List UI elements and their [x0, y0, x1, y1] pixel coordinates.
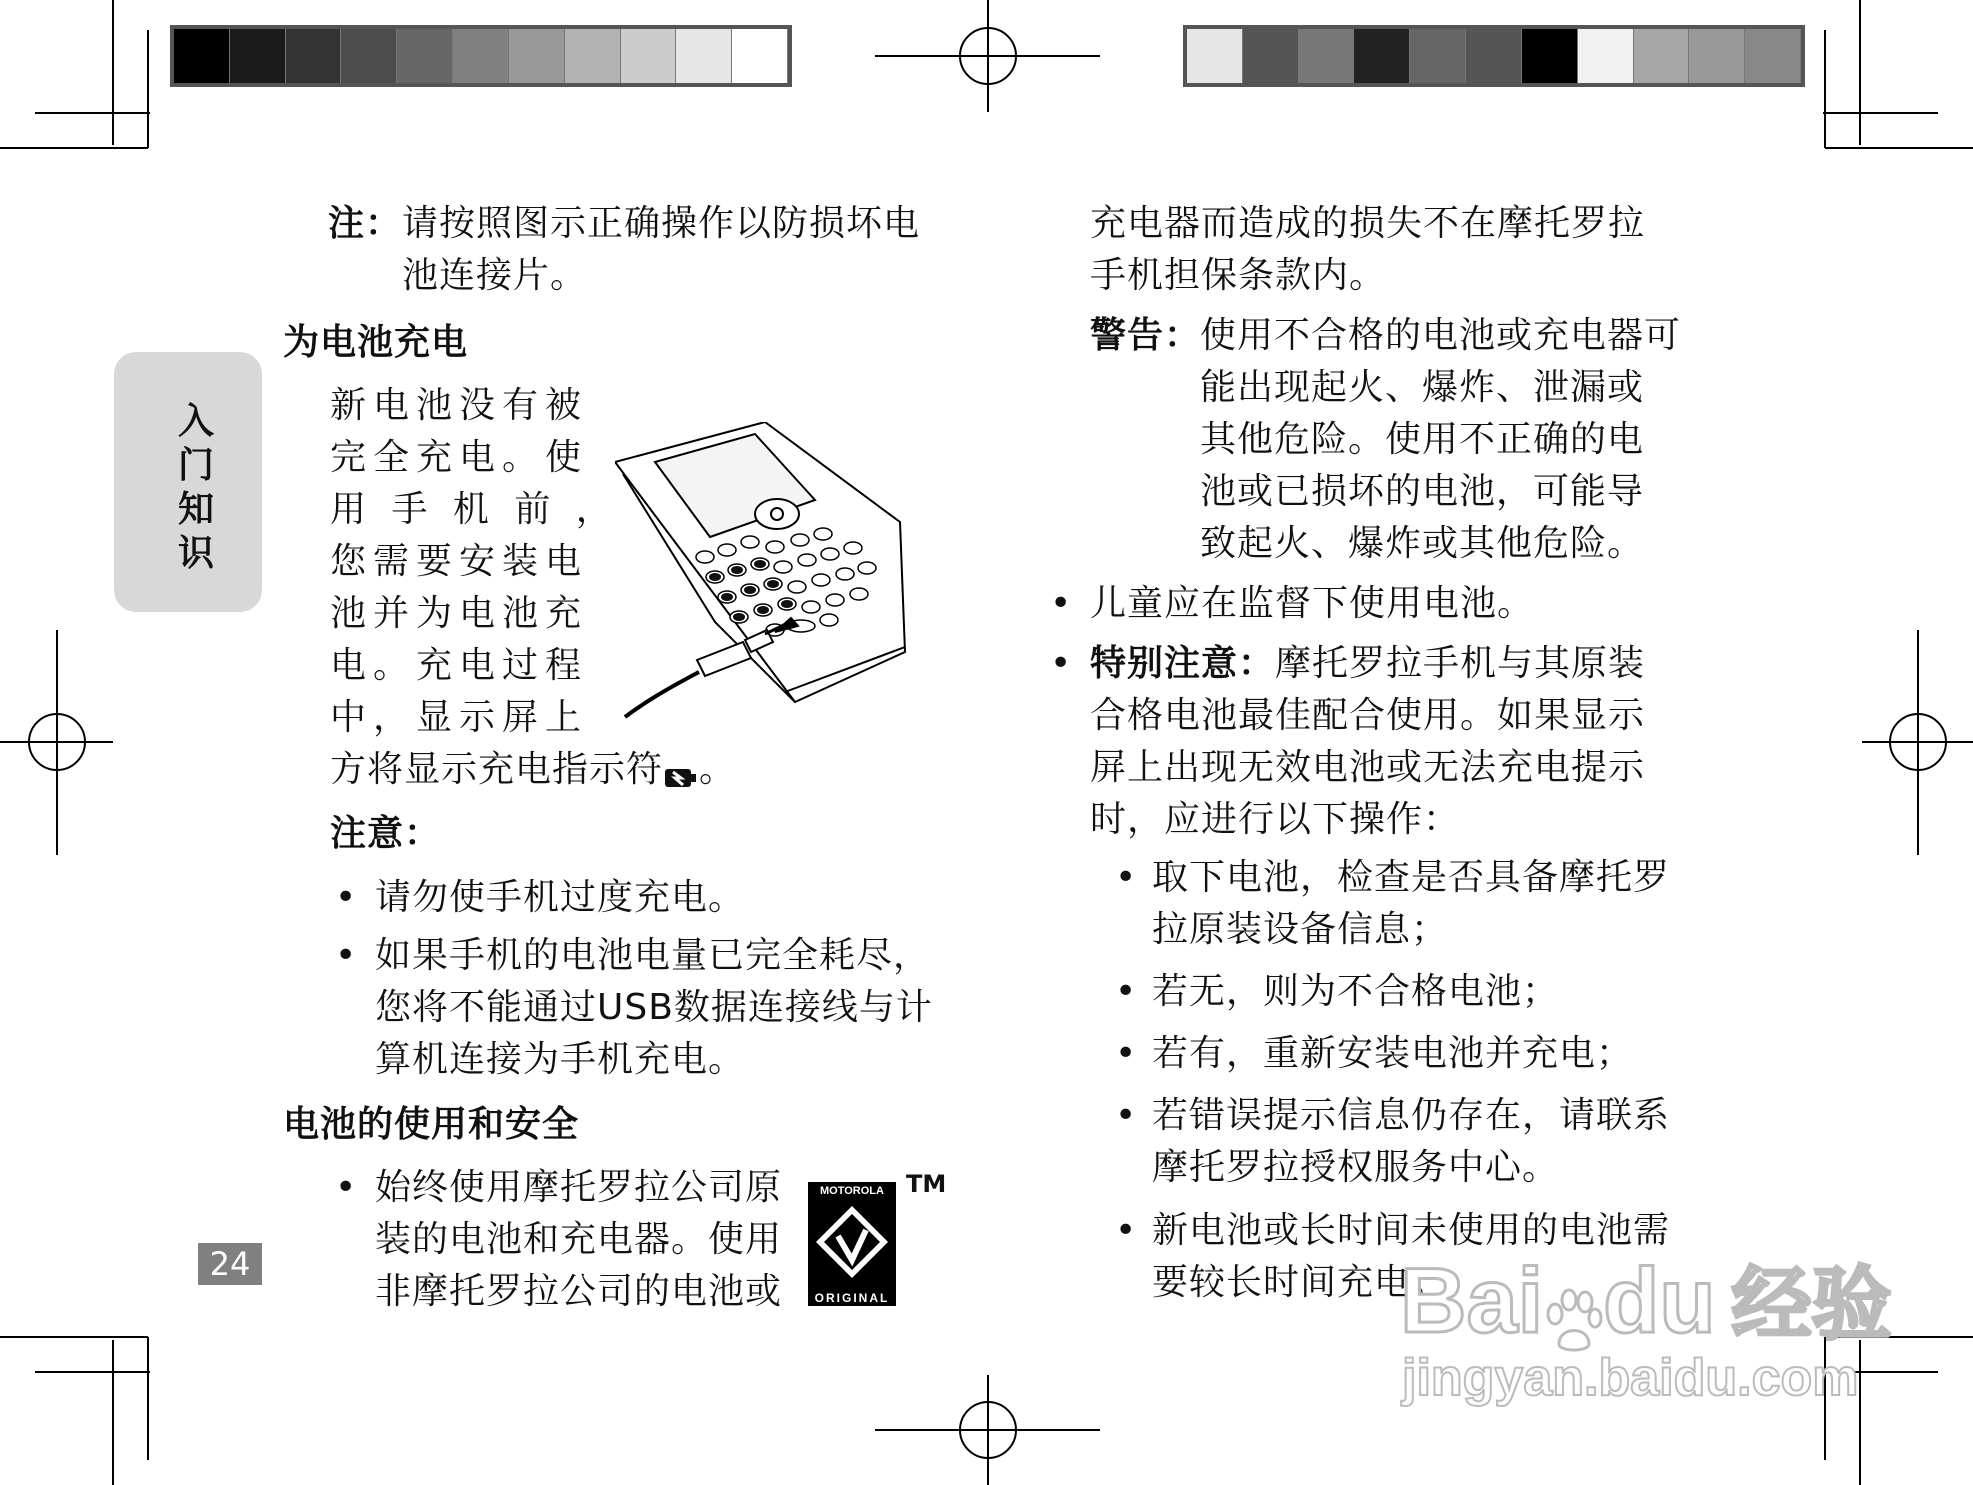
color-swatch — [676, 29, 732, 83]
side-tab-char: 门 — [177, 445, 214, 486]
heading-charge: 为电池充电 — [283, 321, 469, 363]
bullet: • — [1050, 583, 1072, 624]
color-swatch — [453, 29, 509, 83]
note-line-1: 请按照图示正确操作以防损坏电 — [402, 203, 921, 244]
child-item: 儿童应在监督下使用电池。 — [1090, 583, 1535, 624]
side-tab-char: 知 — [177, 489, 214, 530]
charging-indicator-icon — [663, 756, 699, 786]
sub-item-4-line: 若错误提示信息仍存在，请联系 — [1152, 1095, 1671, 1136]
color-swatch — [174, 29, 230, 83]
sub-item-1-line: 拉原装设备信息； — [1152, 909, 1449, 950]
bullet: • — [335, 935, 357, 976]
watermark-bai: Bai — [1400, 1250, 1544, 1352]
bullet: • — [1115, 857, 1137, 898]
charge-line: 电。充电过程 — [330, 645, 589, 686]
side-tab-chars — [176, 400, 216, 576]
color-swatch — [1299, 29, 1355, 83]
watermark-cn: 经验 — [1731, 1260, 1892, 1349]
sub-item-4 — [1152, 1090, 1670, 1194]
color-swatch — [565, 29, 621, 83]
warning-line: 其他危险。使用不正确的电 — [1200, 419, 1645, 460]
bullet: • — [1050, 643, 1072, 684]
color-swatch — [1578, 29, 1634, 83]
special-line: 合格电池最佳配合使用。如果显示 — [1090, 695, 1646, 736]
caution-item-2-line: 算机连接为手机充电。 — [375, 1039, 746, 1080]
caution-item-2 — [375, 930, 933, 1086]
color-swatch — [230, 29, 286, 83]
watermark-brand — [1400, 1240, 1892, 1355]
warning-line: 使用不合格的电池或充电器可 — [1200, 315, 1682, 356]
color-swatch — [1243, 29, 1299, 83]
safety-item-1 — [375, 1162, 782, 1318]
color-swatch — [621, 29, 677, 83]
special-note — [1090, 638, 1645, 846]
charge-line: 用 手 机 前 ， — [330, 489, 619, 530]
caution-item-1: 请勿使手机过度充电。 — [375, 877, 746, 918]
sub-item-1 — [1152, 852, 1670, 956]
color-swatch — [1466, 29, 1522, 83]
watermark-url: jingyan.baidu.com — [1402, 1349, 1859, 1407]
color-swatch — [1187, 29, 1243, 83]
color-swatch — [732, 29, 788, 83]
bullet: • — [335, 1167, 357, 1208]
logo-bottom-text: ORIGINAL — [814, 1291, 890, 1305]
charge-line-last — [330, 744, 736, 796]
warning-line: 池或已损坏的电池，可能导 — [1200, 471, 1645, 512]
safety-item-1-line: 始终使用摩托罗拉公司原 — [375, 1167, 783, 1208]
sub-item-5-line: 新电池或长时间未使用的电池需 — [1152, 1210, 1671, 1251]
sub-item-3: 若有，重新安装电池并充电； — [1152, 1033, 1634, 1074]
note-label: 注： — [328, 203, 403, 244]
continued-text — [1090, 198, 1645, 302]
color-swatch — [1522, 29, 1578, 83]
bullet: • — [1115, 971, 1137, 1012]
color-swatch — [1354, 29, 1410, 83]
color-swatch — [1745, 29, 1801, 83]
bullet: • — [1115, 1210, 1137, 1251]
charge-end: 。 — [699, 749, 737, 790]
sub-item-5-line: 要较长时间充电。 — [1152, 1262, 1449, 1303]
bullet: • — [1115, 1095, 1137, 1136]
charge-line: 您需要安装电 — [330, 541, 589, 582]
safety-item-1-line: 非摩托罗拉公司的电池或 — [375, 1271, 783, 1312]
continued-line: 充电器而造成的损失不在摩托罗拉 — [1090, 203, 1646, 244]
special-first: 摩托罗拉手机与其原装 — [1275, 643, 1646, 684]
side-tab-label — [176, 400, 216, 576]
heading-safety: 电池的使用和安全 — [283, 1103, 580, 1145]
color-bar-right — [1183, 25, 1805, 87]
color-swatch — [341, 29, 397, 83]
color-swatch — [509, 29, 565, 83]
special-first-line — [1090, 638, 1645, 690]
phone-charging-illustration — [615, 422, 915, 722]
special-line: 屏上出现无效电池或无法充电提示 — [1090, 747, 1646, 788]
caution-item-2-line: 如果手机的电池电量已完全耗尽， — [375, 935, 931, 976]
sub-item-4-line: 摩托罗拉授权服务中心。 — [1152, 1147, 1560, 1188]
color-swatch — [286, 29, 342, 83]
special-line: 时，应进行以下操作： — [1090, 799, 1461, 840]
charge-line: 中，显示屏上 — [330, 697, 589, 738]
motorola-batwing-icon — [808, 1200, 896, 1284]
trademark: TM — [906, 1170, 947, 1198]
color-swatch — [1689, 29, 1745, 83]
charge-last-text: 方将显示充电指示符 — [330, 749, 664, 790]
sub-item-2: 若无，则为不合格电池； — [1152, 971, 1560, 1012]
baidu-paw-icon — [1543, 1273, 1603, 1343]
color-swatch — [1410, 29, 1466, 83]
page-number: 24 — [198, 1243, 262, 1285]
motorola-original-logo — [808, 1182, 896, 1306]
charge-line: 池并为电池充 — [330, 593, 589, 634]
bullet: • — [335, 877, 357, 918]
warning-line: 致起火、爆炸或其他危险。 — [1200, 523, 1645, 564]
sub-item-1-line: 取下电池，检查是否具备摩托罗 — [1152, 857, 1671, 898]
side-tab-char: 入 — [177, 401, 214, 442]
logo-top-text: MOTOROLA — [820, 1185, 884, 1197]
charge-line: 新电池没有被 — [330, 385, 589, 426]
caution-label: 注意： — [330, 813, 442, 854]
continued-line: 手机担保条款内。 — [1090, 255, 1387, 296]
warning-label: 警告： — [1090, 315, 1202, 356]
note-line-2: 池连接片。 — [402, 255, 588, 296]
color-swatch — [1634, 29, 1690, 83]
warning-line: 能出现起火、爆炸、泄漏或 — [1200, 367, 1645, 408]
bullet: • — [1115, 1033, 1137, 1074]
special-label: 特别注意： — [1090, 643, 1276, 684]
color-bar-left — [170, 25, 792, 87]
watermark-du: du — [1603, 1250, 1716, 1352]
side-tab-char: 识 — [177, 533, 214, 574]
color-swatch — [397, 29, 453, 83]
charge-line: 完全充电。使 — [330, 437, 589, 478]
safety-item-1-line: 装的电池和充电器。使用 — [375, 1219, 783, 1260]
caution-item-2-line: 您将不能通过USB数据连接线与计 — [375, 987, 933, 1028]
warning-text — [1200, 310, 1681, 570]
